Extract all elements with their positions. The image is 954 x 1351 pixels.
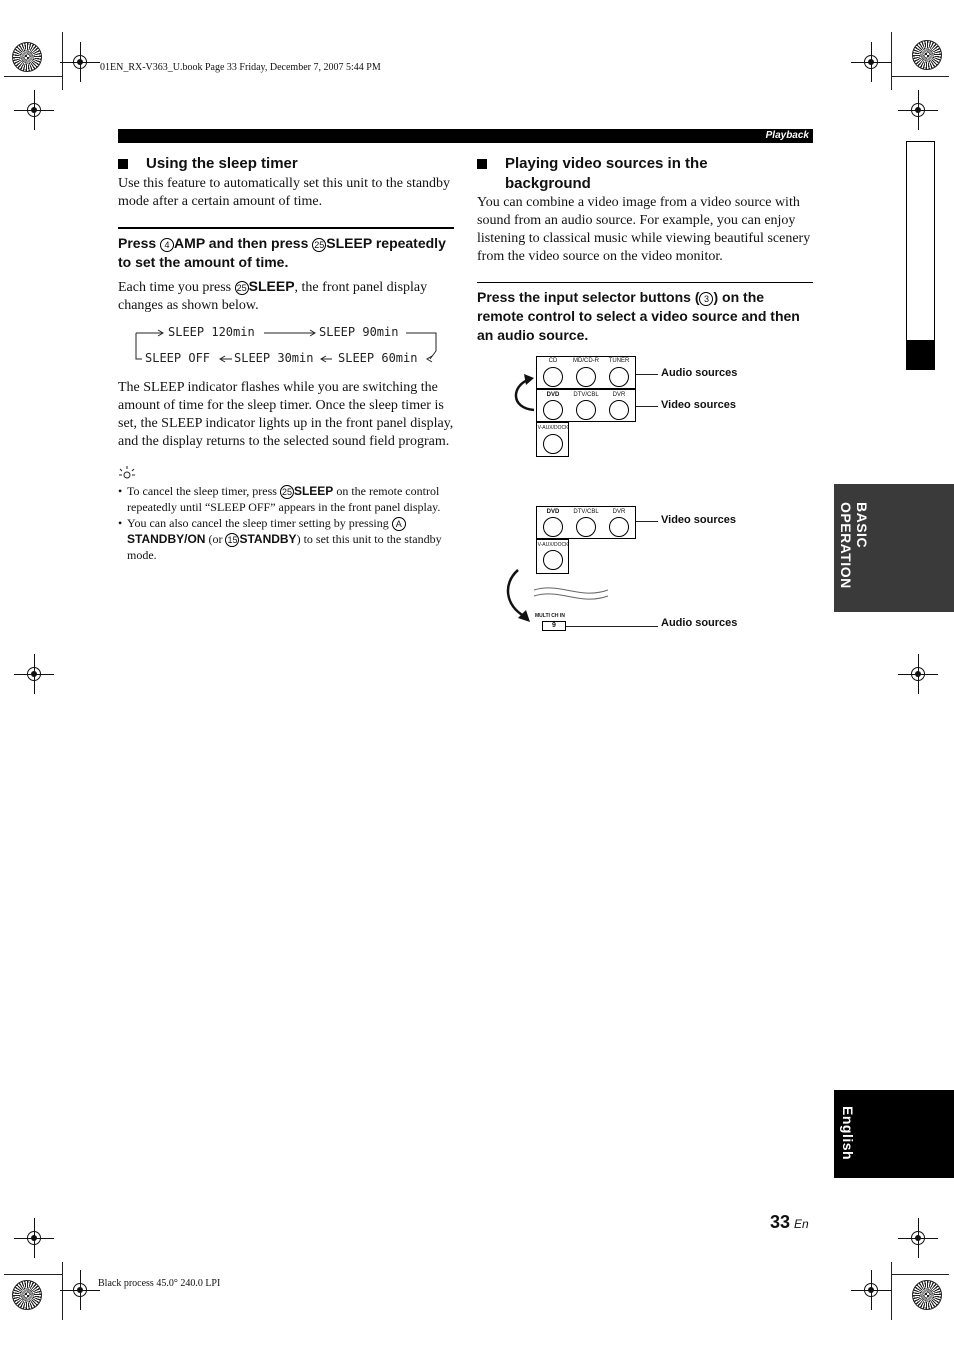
display-sleep-30: SLEEP 30min bbox=[234, 351, 314, 365]
registration-mark bbox=[859, 50, 883, 74]
diagram-video-then-audio bbox=[500, 500, 760, 640]
label-v-aux-dock: V-AUX/DOCK bbox=[537, 425, 569, 431]
crop-line bbox=[4, 1274, 62, 1275]
divider bbox=[477, 282, 813, 283]
crop-line bbox=[891, 32, 892, 90]
crop-line bbox=[891, 1262, 892, 1320]
dvr-button[interactable] bbox=[609, 517, 629, 537]
label-tuner: TUNER bbox=[608, 358, 630, 364]
registration-mark bbox=[859, 1278, 883, 1302]
label-multi-ch-in: MULTI CH IN bbox=[535, 613, 565, 619]
background-video-intro: You can combine a video image from a video source with sound from an audio source. For example, you can enjoy listening to classical music while viewing beautiful scenery from the video source on the video monitor. bbox=[477, 195, 811, 264]
multi-ch-in-key: 9 bbox=[552, 622, 556, 629]
side-tab-language-label: English bbox=[840, 1106, 856, 1161]
label-md-cd-r: MD/CD-R bbox=[573, 358, 599, 364]
side-tab-line1: BASIC bbox=[854, 502, 870, 549]
registration-starburst-top-right bbox=[912, 40, 942, 70]
section-header-bar bbox=[118, 129, 813, 143]
display-sleep-off: SLEEP OFF bbox=[145, 351, 211, 365]
registration-mark bbox=[22, 1226, 46, 1250]
registration-mark bbox=[22, 98, 46, 122]
print-process-info: Black process 45.0° 240.0 LPI bbox=[98, 1278, 221, 1289]
crop-line bbox=[891, 76, 949, 77]
registration-mark bbox=[68, 1278, 92, 1302]
registration-mark bbox=[906, 1226, 930, 1250]
each-time-text: Each time you press 25 SLEEP, the front panel display changes as shown below. bbox=[118, 278, 428, 313]
section-title: Playback bbox=[765, 130, 809, 141]
crop-line bbox=[62, 1262, 63, 1320]
side-tab-language bbox=[834, 1090, 954, 1178]
dvd-button[interactable] bbox=[543, 517, 563, 537]
label-dvr: DVR bbox=[612, 392, 626, 398]
divider bbox=[118, 227, 454, 229]
tuner-button[interactable] bbox=[609, 367, 629, 387]
crop-line bbox=[4, 76, 62, 77]
dtv-cbl-button[interactable] bbox=[576, 400, 596, 420]
multi-ch-in-button[interactable] bbox=[542, 621, 566, 631]
display-sleep-120: SLEEP 120min bbox=[168, 325, 255, 339]
registration-mark bbox=[68, 50, 92, 74]
side-tab-line2: OPERATION bbox=[838, 502, 854, 589]
leader-line bbox=[636, 521, 658, 522]
v-aux-dock-button[interactable] bbox=[543, 434, 563, 454]
tip-item: • To cancel the sleep timer, press 25 SLEEP on the remote control repeatedly until “SLEEP OFF” appears in the front panel display. bbox=[118, 483, 454, 515]
side-tab-basic-operation bbox=[834, 484, 954, 612]
label-dvd: DVD bbox=[546, 509, 560, 515]
sleep-display-cycle bbox=[118, 321, 454, 373]
label-dtv-cbl: DTV/CBL bbox=[573, 509, 599, 515]
leader-line bbox=[566, 626, 658, 627]
crop-line bbox=[62, 32, 63, 90]
dvd-button[interactable] bbox=[543, 400, 563, 420]
curved-arrow-up bbox=[506, 372, 546, 432]
page-language: En bbox=[794, 1217, 809, 1231]
page-number-value: 33 bbox=[770, 1212, 791, 1232]
right-column bbox=[477, 154, 813, 345]
display-sleep-90: SLEEP 90min bbox=[319, 325, 399, 339]
sleep-timer-intro: Use this feature to automatically set this unit to the standby mode after a certain amount of time. bbox=[118, 176, 451, 209]
background-video-heading: Playing video sources in the background bbox=[477, 154, 813, 194]
crop-line bbox=[891, 1274, 949, 1275]
cd-button[interactable] bbox=[543, 367, 563, 387]
label-dvr: DVR bbox=[612, 509, 626, 515]
left-column bbox=[118, 154, 454, 563]
leader-line bbox=[636, 374, 658, 375]
label-cd: CD bbox=[548, 358, 558, 364]
tip-item: • You can also cancel the sleep timer setting by pressing ASTANDBY/ON (or 15 STANDBY) to set this unit to the standby mode. bbox=[118, 515, 454, 563]
registration-mark bbox=[906, 98, 930, 122]
audio-sources-label: Audio sources bbox=[661, 617, 738, 629]
registration-mark bbox=[906, 662, 930, 686]
md-cd-r-button[interactable] bbox=[576, 367, 596, 387]
registration-mark bbox=[22, 662, 46, 686]
sleep-timer-instruction: Press 4 AMP and then press 25 SLEEP repeatedly to set the amount of time. bbox=[118, 235, 446, 270]
registration-starburst-bottom-right bbox=[912, 1280, 942, 1310]
video-sources-label: Video sources bbox=[661, 514, 736, 526]
print-file-info: 01EN_RX-V363_U.book Page 33 Friday, December 7, 2007 5:44 PM bbox=[100, 62, 381, 73]
tip-list bbox=[118, 483, 454, 563]
label-dtv-cbl: DTV/CBL bbox=[573, 392, 599, 398]
chapter-index-box bbox=[906, 141, 935, 370]
page-number bbox=[770, 1212, 809, 1233]
registration-starburst-bottom-left bbox=[12, 1280, 42, 1310]
display-sleep-60: SLEEP 60min bbox=[338, 351, 418, 365]
diagram-audio-then-video bbox=[500, 350, 760, 465]
video-sources-label: Video sources bbox=[661, 399, 736, 411]
audio-sources-label: Audio sources bbox=[661, 367, 738, 379]
dvr-button[interactable] bbox=[609, 400, 629, 420]
label-v-aux-dock: V-AUX/DOCK bbox=[537, 542, 569, 548]
sleep-timer-heading: Using the sleep timer bbox=[118, 154, 454, 174]
input-selector-instruction: Press the input selector buttons ( 3 ) on the remote control to select a video source and then an audio source. bbox=[477, 289, 800, 343]
registration-starburst-top-left bbox=[12, 42, 42, 72]
tip-icon bbox=[118, 465, 136, 481]
leader-line bbox=[636, 406, 658, 407]
dtv-cbl-button[interactable] bbox=[576, 517, 596, 537]
sleep-explanation: The SLEEP indicator flashes while you are switching the amount of time for the sleep timer. Once the sleep timer is set, the SLEEP indicator lights up in the front panel display, and the display returns to the selected sound field program. bbox=[118, 380, 454, 449]
label-dvd: DVD bbox=[546, 392, 560, 398]
